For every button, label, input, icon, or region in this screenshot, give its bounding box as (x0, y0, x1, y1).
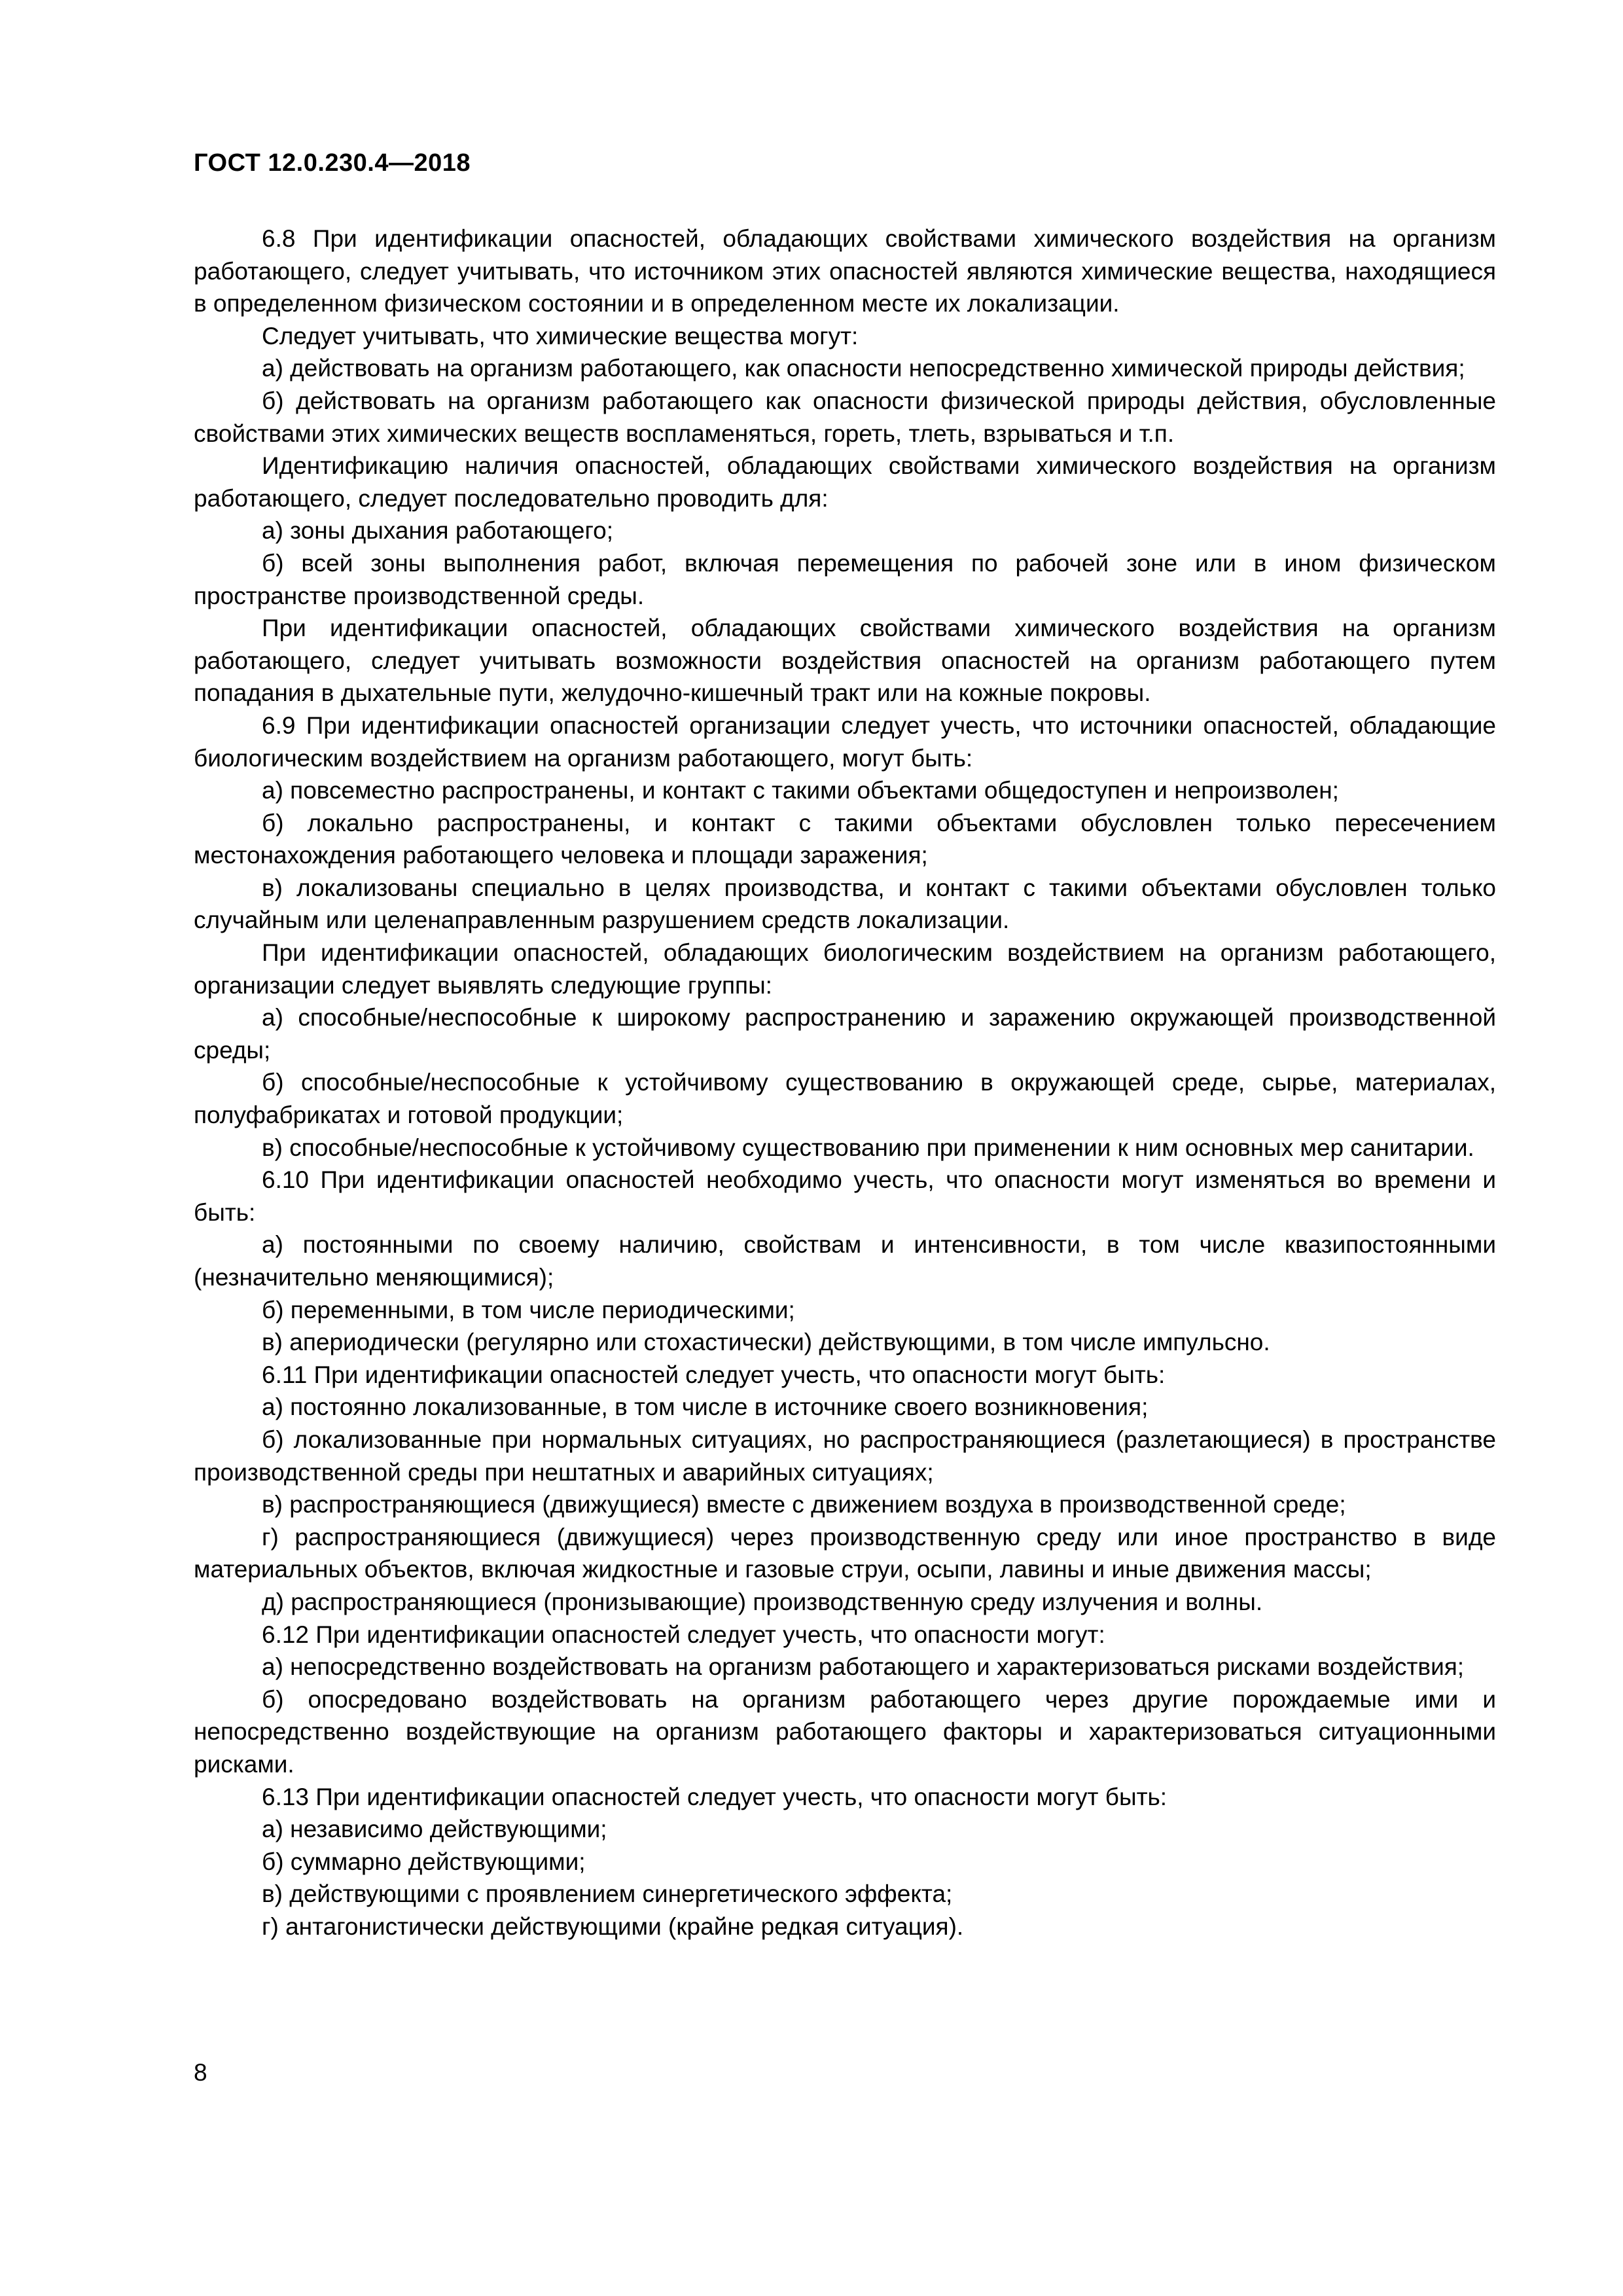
paragraph: д) распространяющиеся (пронизывающие) производственную среду излучения и волны. (262, 1588, 1263, 1615)
document-code-header: ГОСТ 12.0.230.4—2018 (194, 149, 471, 177)
paragraph: а) непосредственно воздействовать на организм работающего и характеризоваться рисками воздействия; (262, 1653, 1465, 1681)
paragraph: При идентификации опасностей, обладающих свойствами химического воздействия на организм работающего, следует учитывать возможности воздействия опасностей на организм работающего путем попадания в дыхательные пути, желудочно-кишечный тракт или на кожные покровы. (194, 615, 1496, 707)
paragraph: 6.9 При идентификации опасностей организации следует учесть, что источники опасностей, обладающие биологическим воздействием на организм работающего, могут быть: (194, 711, 1496, 772)
paragraph: в) способные/неспособные к устойчивому существованию при применении к ним основных мер санитарии. (262, 1134, 1474, 1161)
paragraph: 6.11 При идентификации опасностей следует учесть, что опасности могут быть: (262, 1361, 1166, 1388)
paragraph: а) постоянно локализованные, в том числе в источнике своего возникновения; (262, 1393, 1149, 1421)
paragraph: в) распространяющиеся (движущиеся) вместе с движением воздуха в производственной среде; (262, 1491, 1346, 1518)
paragraph: 6.10 При идентификации опасностей необходимо учесть, что опасности могут изменяться во времени и быть: (194, 1166, 1496, 1226)
page-number: 8 (194, 2059, 207, 2086)
paragraph: б) суммарно действующими; (262, 1848, 586, 1875)
paragraph: а) постоянными по своему наличию, свойствам и интенсивности, в том числе квазипостоянными (незначительно меняющимися); (194, 1231, 1496, 1291)
paragraph: а) действовать на организм работающего, как опасности непосредственно химической природы действия; (262, 355, 1465, 382)
document-body (194, 223, 1496, 1943)
paragraph: г) распространяющиеся (движущиеся) через производственную среду или иное пространство в виде материальных объектов, включая жидкостные и газовые струи, осыпи, лавины и иные движения массы; (194, 1523, 1496, 1583)
paragraph: 6.8 При идентификации опасностей, обладающих свойствами химического воздействия на организм работающего, следует учитывать, что источником этих опасностей являются химические вещества, находящиеся в определенном физическом состоянии и в определенном месте их локализации. (194, 225, 1496, 317)
paragraph: Идентификацию наличия опасностей, обладающих свойствами химического воздействия на организм работающего, следует последовательно проводить для: (194, 452, 1496, 512)
paragraph: в) локализованы специально в целях производства, и контакт с такими объектами обусловлен только случайным или целенаправленным разрушением средств локализации. (194, 874, 1496, 934)
paragraph: б) опосредовано воздействовать на организм работающего через другие порождаемые ими и непосредственно воздействующие на организм работающего факторы и характеризоваться ситуационными рисками. (194, 1685, 1496, 1778)
paragraph: а) повсеместно распространены, и контакт с такими объектами общедоступен и непроизволен; (262, 777, 1339, 804)
paragraph: а) зоны дыхания работающего; (262, 517, 613, 545)
paragraph: б) локализованные при нормальных ситуациях, но распространяющиеся (разлетающиеся) в пространстве производственной среды при нештатных и аварийных ситуациях; (194, 1426, 1496, 1486)
paragraph: При идентификации опасностей, обладающих биологическим воздействием на организм работающего, организации следует выявлять следующие группы: (194, 939, 1496, 999)
paragraph: г) антагонистически действующими (крайне редкая ситуация). (262, 1912, 964, 1940)
paragraph: б) действовать на организм работающего как опасности физической природы действия, обусловленные свойствами этих химических веществ воспламеняться, гореть, тлеть, взрываться и т.п. (194, 387, 1496, 447)
paragraph: б) локально распространены, и контакт с такими объектами обусловлен только пересечением местонахождения работающего человека и площади заражения; (194, 809, 1496, 869)
paragraph: а) независимо действующими; (262, 1816, 607, 1843)
paragraph: а) способные/неспособные к широкому распространению и заражению окружающей производственной среды; (194, 1004, 1496, 1064)
paragraph: 6.13 При идентификации опасностей следует учесть, что опасности могут быть: (262, 1783, 1168, 1810)
paragraph: в) апериодически (регулярно или стохастически) действующими, в том числе импульсно. (262, 1329, 1270, 1356)
paragraph: 6.12 При идентификации опасностей следует учесть, что опасности могут: (262, 1621, 1105, 1648)
paragraph: б) всей зоны выполнения работ, включая перемещения по рабочей зоне или в ином физическом пространстве производственной среды. (194, 549, 1496, 609)
paragraph: б) переменными, в том числе периодическими; (262, 1296, 795, 1323)
paragraph: б) способные/неспособные к устойчивому существованию в окружающей среде, сырье, материалах, полуфабрикатах и готовой продукции; (194, 1069, 1496, 1129)
paragraph: в) действующими с проявлением синергетического эффекта; (262, 1880, 953, 1908)
paragraph: Следует учитывать, что химические вещества могут: (262, 322, 859, 350)
